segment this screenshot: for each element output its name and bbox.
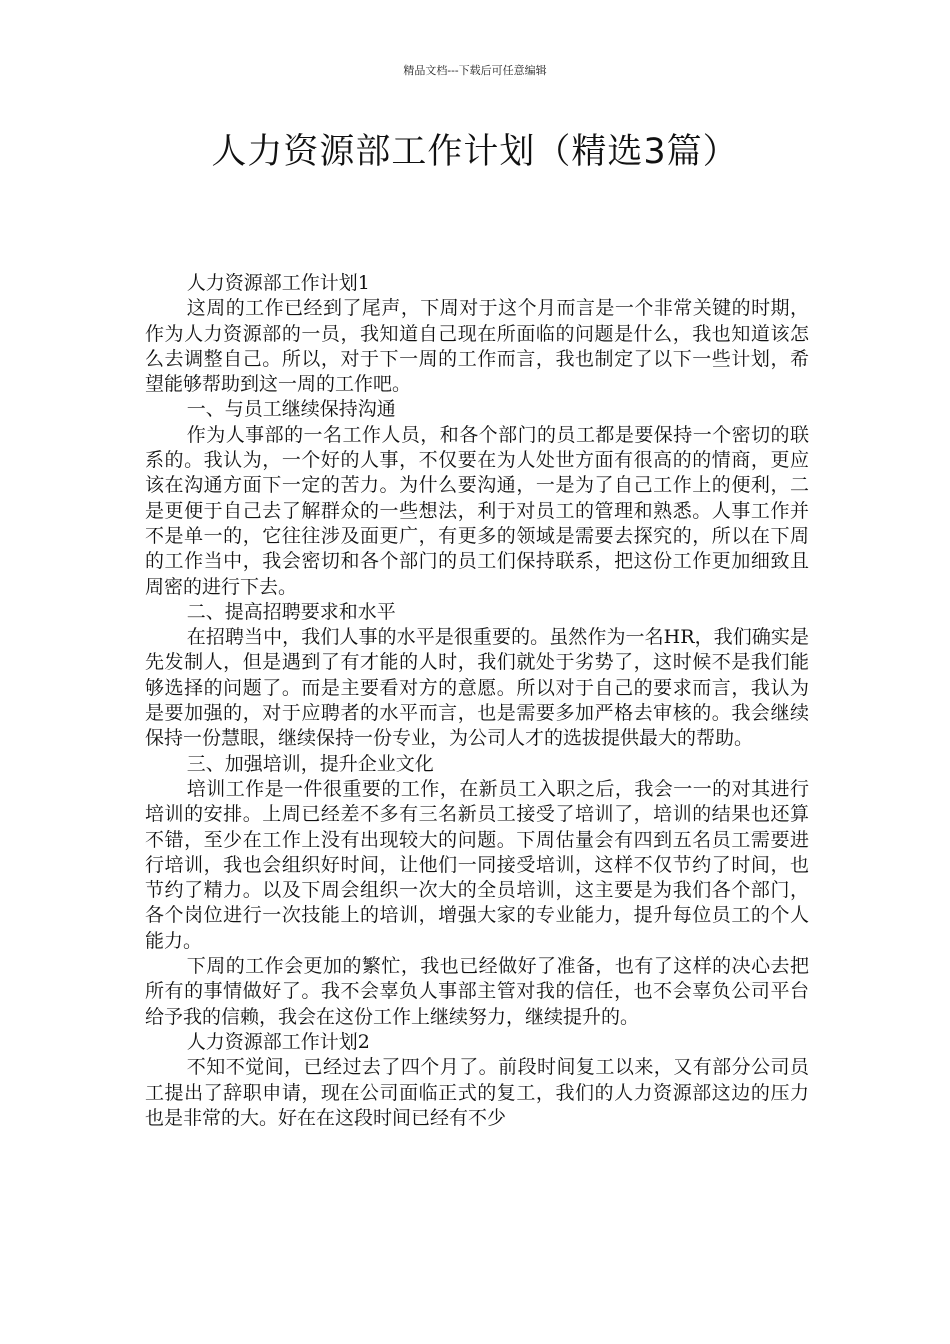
document-title: 人力资源部工作计划（精选3篇） bbox=[211, 132, 739, 172]
section-heading: 一、与员工继续保持沟通 bbox=[186, 398, 396, 421]
paragraph: 作为人事部的一名工作人员，和各个部门的员工都是要保持一个密切的联系的。我认为，一个好的人事，不仅要在为人处世方面有很高的的情商，更应该在沟通方面下一定的苦力。为什么要沟通，一是为了自己工作上的便利，二是更便于自己去了解群众的一些想法，利于对员工的管理和熟悉。人事工作并不是单一的，它往往涉及面更广，有更多的领域是需要去探究的，所以在下周的工作当中，我会密切和各个部门的员工们保持联系，把这份工作更加细致且周密的进行下去。 bbox=[145, 423, 809, 598]
section-heading: 二、提高招聘要求和水平 bbox=[186, 600, 396, 623]
section-heading: 人力资源部工作计划2 bbox=[186, 1030, 370, 1053]
paragraph: 不知不觉间，已经过去了四个月了。前段时间复工以来，又有部分公司员工提出了辞职申请，现在公司面临正式的复工，我们的人力资源部这边的压力也是非常的大。好在在这段时间已经有不少 bbox=[145, 1056, 809, 1129]
paragraph: 这周的工作已经到了尾声，下周对于这个月而言是一个非常关键的时期，作为人力资源部的一员，我知道自己现在所面临的问题是什么，我也知道该怎么去调整自己。所以，对于下一周的工作而言，我也制定了以下一些计划，希望能够帮助到这一周的工作吧。 bbox=[145, 297, 809, 396]
section-heading: 人力资源部工作计划1 bbox=[186, 272, 370, 294]
header-note: 精品文档---下载后可任意编辑 bbox=[403, 64, 547, 77]
document-body bbox=[145, 271, 809, 1131]
section-heading: 三、加强培训，提升企业文化 bbox=[186, 752, 434, 775]
paragraph: 下周的工作会更加的繁忙，我也已经做好了准备，也有了这样的决心去把所有的事情做好了。我不会辜负人事部主管对我的信任，也不会辜负公司平台给予我的信赖，我会在这份工作上继续努力，继续提升的。 bbox=[145, 955, 809, 1028]
paragraph: 在招聘当中，我们人事的水平是很重要的。虽然作为一名HR，我们确实是先发制人，但是遇到了有才能的人时，我们就处于劣势了，这时候不是我们能够选择的问题了。而是主要看对方的意愿。所以对于自己的要求而言，我认为是要加强的，对于应聘者的水平而言，也是需要多加严格去审核的。我会继续保持一份慧眼，继续保持一份专业，为公司人才的选拔提供最大的帮助。 bbox=[145, 626, 809, 750]
paragraph: 培训工作是一件很重要的工作，在新员工入职之后，我会一一的对其进行培训的安排。上周已经差不多有三名新员工接受了培训了，培训的结果也还算不错，至少在工作上没有出现较大的问题。下周估量会有四到五名员工需要进行培训，我也会组织好时间，让他们一同接受培训，这样不仅节约了时间，也节约了精力。以及下周会组织一次大的全员培训，这主要是为我们各个部门，各个岗位进行一次技能上的培训，增强大家的专业能力，提升每位员工的个人能力。 bbox=[145, 777, 809, 952]
